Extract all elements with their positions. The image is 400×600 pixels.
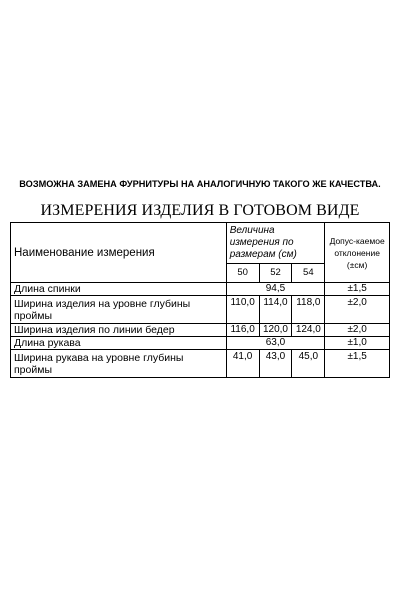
- header-measurement-name: Наименование измерения: [11, 223, 227, 283]
- page-title: ИЗМЕРЕНИЯ ИЗДЕЛИЯ В ГОТОВОМ ВИДЕ: [40, 202, 360, 219]
- row-name: Длина спинки: [11, 283, 227, 296]
- row-value-size-50: 41,0: [226, 350, 259, 378]
- size-52: 52: [259, 264, 292, 283]
- table-row: [11, 337, 390, 350]
- row-tolerance: ±1,0: [325, 337, 390, 350]
- row-name: Ширина изделия на уровне глубины проймы: [11, 296, 227, 324]
- table-row: [11, 296, 390, 324]
- table-row: [11, 283, 390, 296]
- row-value-size-52: 114,0: [259, 296, 292, 324]
- table-header-row: [11, 223, 390, 264]
- header-measurement-value: Величина измерения по размерам (см): [226, 223, 325, 264]
- row-value-size-54: 118,0: [292, 296, 325, 324]
- row-name: Ширина изделия по линии бедер: [11, 324, 227, 337]
- row-value-size-54: 45,0: [292, 350, 325, 378]
- table-row: [11, 350, 390, 378]
- row-value-size-50: 110,0: [226, 296, 259, 324]
- size-54: 54: [292, 264, 325, 283]
- row-tolerance: ±2,0: [325, 324, 390, 337]
- row-tolerance: ±2,0: [325, 296, 390, 324]
- table-row: [11, 324, 390, 337]
- row-value-size-50: 116,0: [226, 324, 259, 337]
- header-tolerance: Допус-каемое отклонение (±см): [325, 223, 390, 283]
- size-50: 50: [226, 264, 259, 283]
- replacement-notice: ВОЗМОЖНА ЗАМЕНА ФУРНИТУРЫ НА АНАЛОГИЧНУЮ ТАКОГО ЖЕ КАЧЕСТВА.: [19, 179, 381, 189]
- row-value-size-52: 43,0: [259, 350, 292, 378]
- row-value-size-52: 120,0: [259, 324, 292, 337]
- row-name: Длина рукава: [11, 337, 227, 350]
- measurements-table: [10, 222, 390, 378]
- row-tolerance: ±1,5: [325, 283, 390, 296]
- row-tolerance: ±1,5: [325, 350, 390, 378]
- row-value-size-54: 124,0: [292, 324, 325, 337]
- row-value-all-sizes: 63,0: [226, 337, 325, 350]
- row-value-all-sizes: 94,5: [226, 283, 325, 296]
- row-name: Ширина рукава на уровне глубины проймы: [11, 350, 227, 378]
